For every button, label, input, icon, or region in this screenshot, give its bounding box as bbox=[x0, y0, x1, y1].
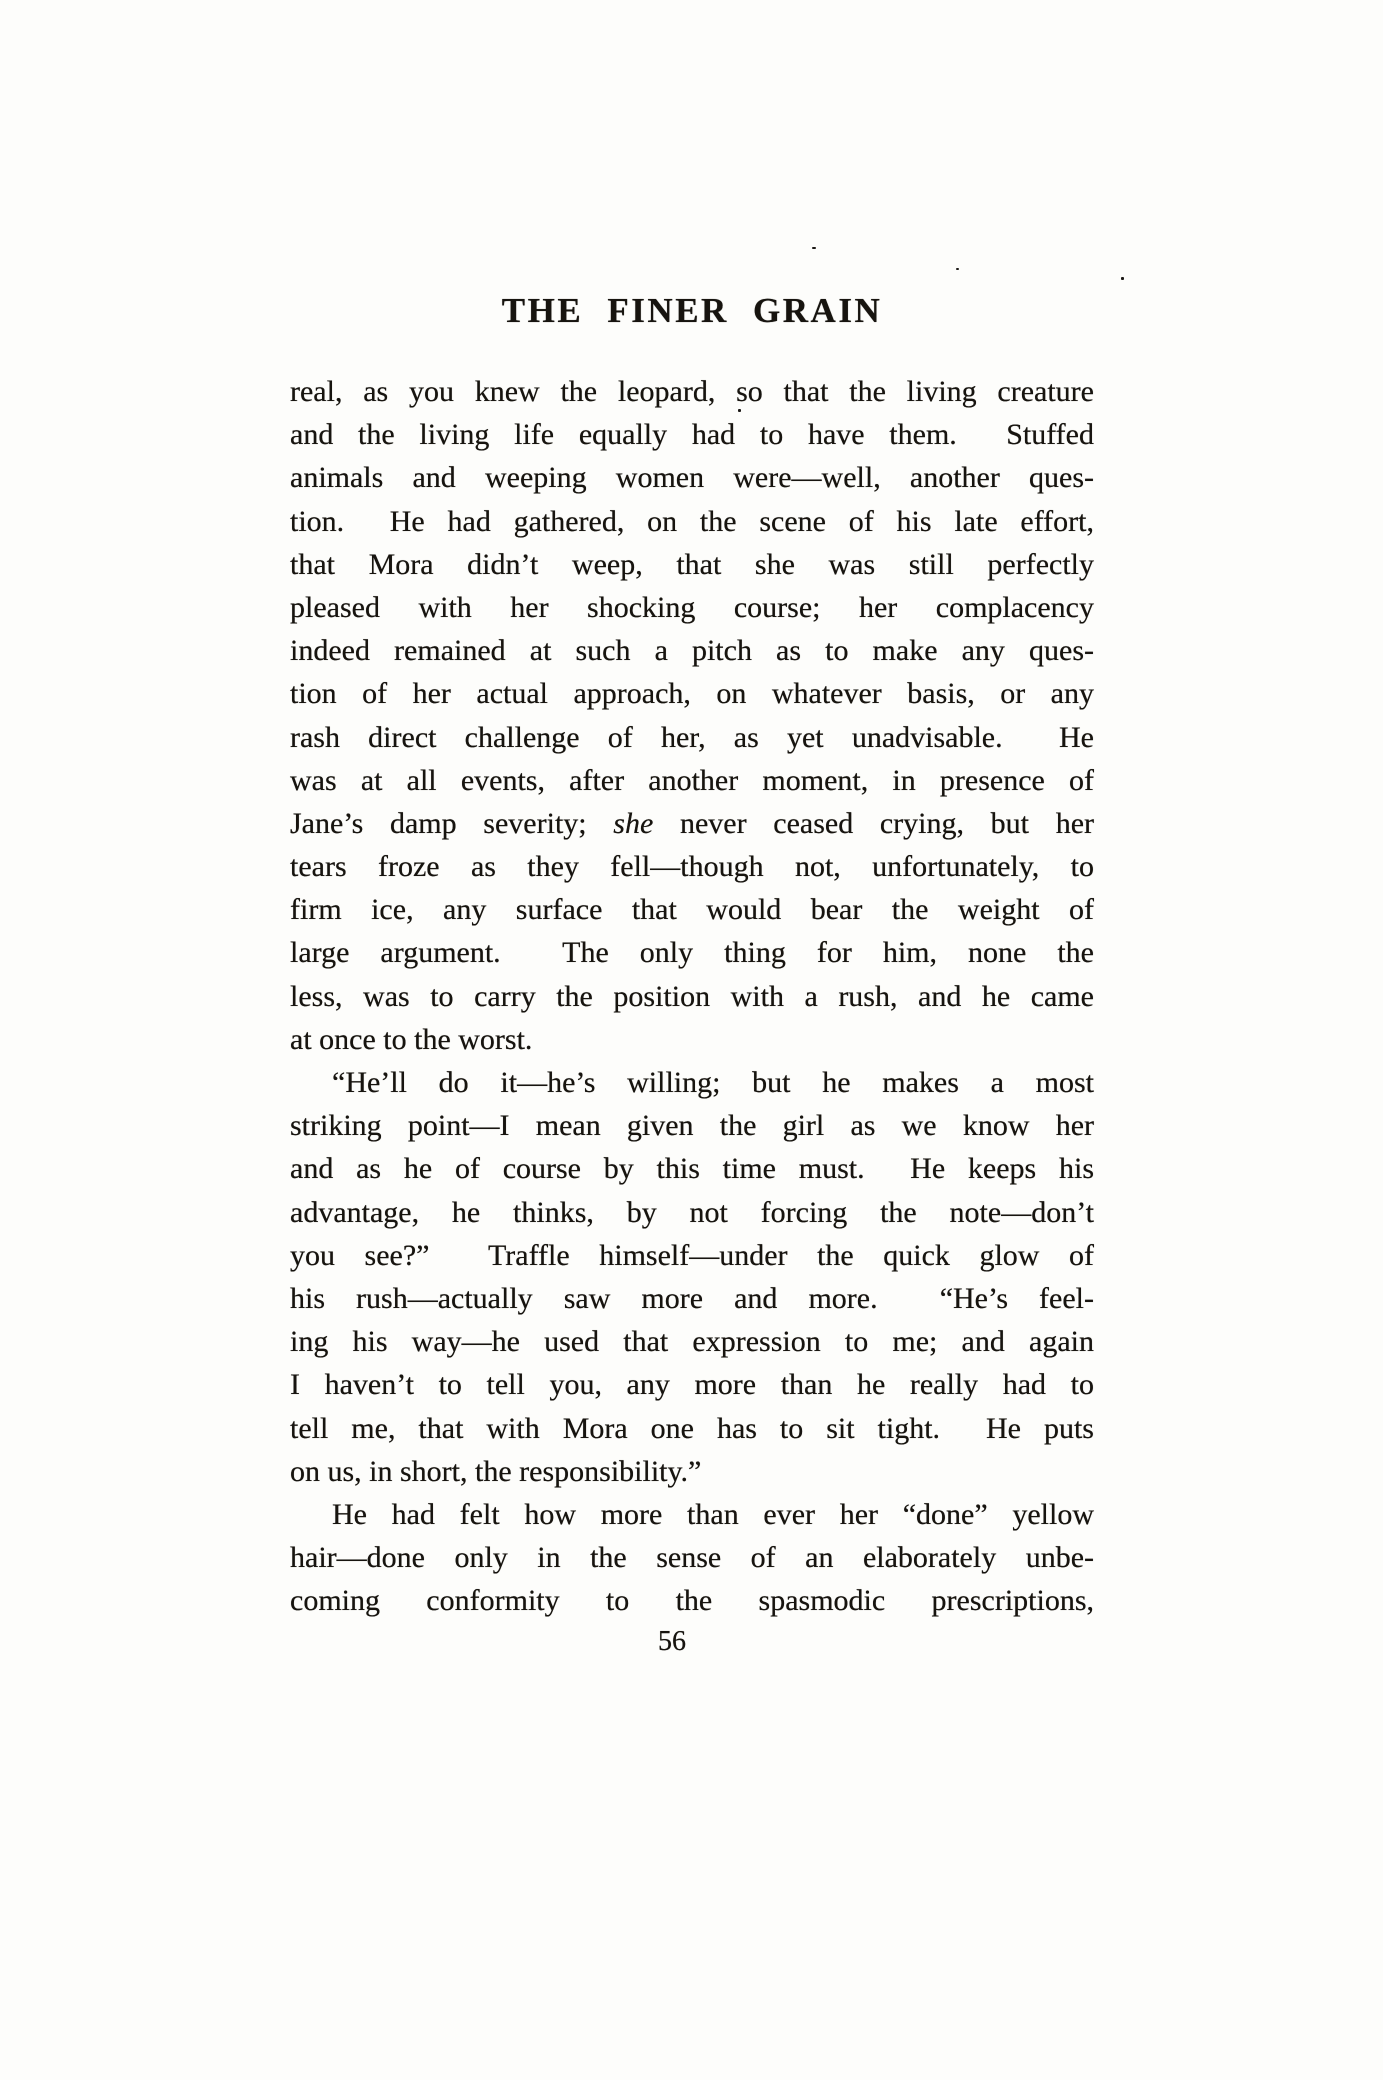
text-line: you see?” Traffle himself—under the quick glow of bbox=[290, 1238, 1094, 1272]
text-line: tion. He had gathered, on the scene of his late effort, bbox=[290, 504, 1094, 538]
text-line: large argument. The only thing for him, none the bbox=[290, 936, 1094, 970]
scan-artifact-dot bbox=[956, 268, 959, 270]
text-line: less, was to carry the position with a rush, and he came bbox=[290, 979, 1094, 1013]
page-title: THE FINER GRAIN bbox=[501, 291, 883, 330]
body-text bbox=[290, 370, 1094, 1622]
text-line: animals and weeping women were—well, another ques- bbox=[290, 461, 1094, 495]
text-line: tion of her actual approach, on whatever basis, or any bbox=[290, 677, 1094, 711]
text-line: at once to the worst. bbox=[290, 1022, 533, 1056]
text-line: ing his way—he used that expression to me; and again bbox=[290, 1325, 1094, 1359]
text-line: hair—done only in the sense of an elaborately unbe- bbox=[290, 1541, 1094, 1575]
text-line: and as he of course by this time must. He keeps his bbox=[290, 1152, 1094, 1186]
page-number: 56 bbox=[658, 1626, 686, 1657]
text-line: striking point—I mean given the girl as we know her bbox=[290, 1109, 1094, 1143]
text-line: I haven’t to tell you, any more than he really had to bbox=[290, 1368, 1094, 1402]
text-line: He had felt how more than ever her “done” yellow bbox=[332, 1497, 1094, 1531]
scan-artifact-dot bbox=[1121, 277, 1124, 280]
line-text: Jane’s damp severity; bbox=[290, 806, 614, 840]
text-line: “He’ll do it—he’s willing; but he makes a most bbox=[332, 1066, 1094, 1099]
text-line: coming conformity to the spasmodic prescriptions, bbox=[290, 1584, 1094, 1618]
text-line: pleased with her shocking course; her complacency bbox=[290, 590, 1094, 624]
text-line bbox=[290, 802, 1094, 845]
text-line: indeed remained at such a pitch as to make any ques- bbox=[290, 634, 1094, 668]
text-line: that Mora didn’t weep, that she was still perfectly bbox=[290, 547, 1094, 581]
text-line: tell me, that with Mora one has to sit tight. He puts bbox=[290, 1411, 1094, 1445]
text-line: tears froze as they fell—though not, unfortunately, to bbox=[290, 850, 1094, 884]
text-line: advantage, he thinks, by not forcing the note—don’t bbox=[290, 1195, 1094, 1229]
line-text: never ceased crying, but her bbox=[653, 806, 1094, 840]
text-line: firm ice, any surface that would bear the weight of bbox=[290, 893, 1094, 927]
scan-artifact-dot bbox=[812, 247, 816, 249]
text-line: was at all events, after another moment, in presence of bbox=[290, 763, 1094, 797]
italic-word: she bbox=[613, 806, 654, 840]
text-line: real, as you knew the leopard, so that the living creature bbox=[290, 375, 1094, 408]
text-line: on us, in short, the responsibility.” bbox=[290, 1454, 702, 1488]
text-line: and the living life equally had to have them. Stuffed bbox=[290, 418, 1094, 452]
text-line: his rush—actually saw more and more. “He’s feel- bbox=[290, 1281, 1094, 1315]
text-line: rash direct challenge of her, as yet unadvisable. He bbox=[290, 720, 1094, 754]
